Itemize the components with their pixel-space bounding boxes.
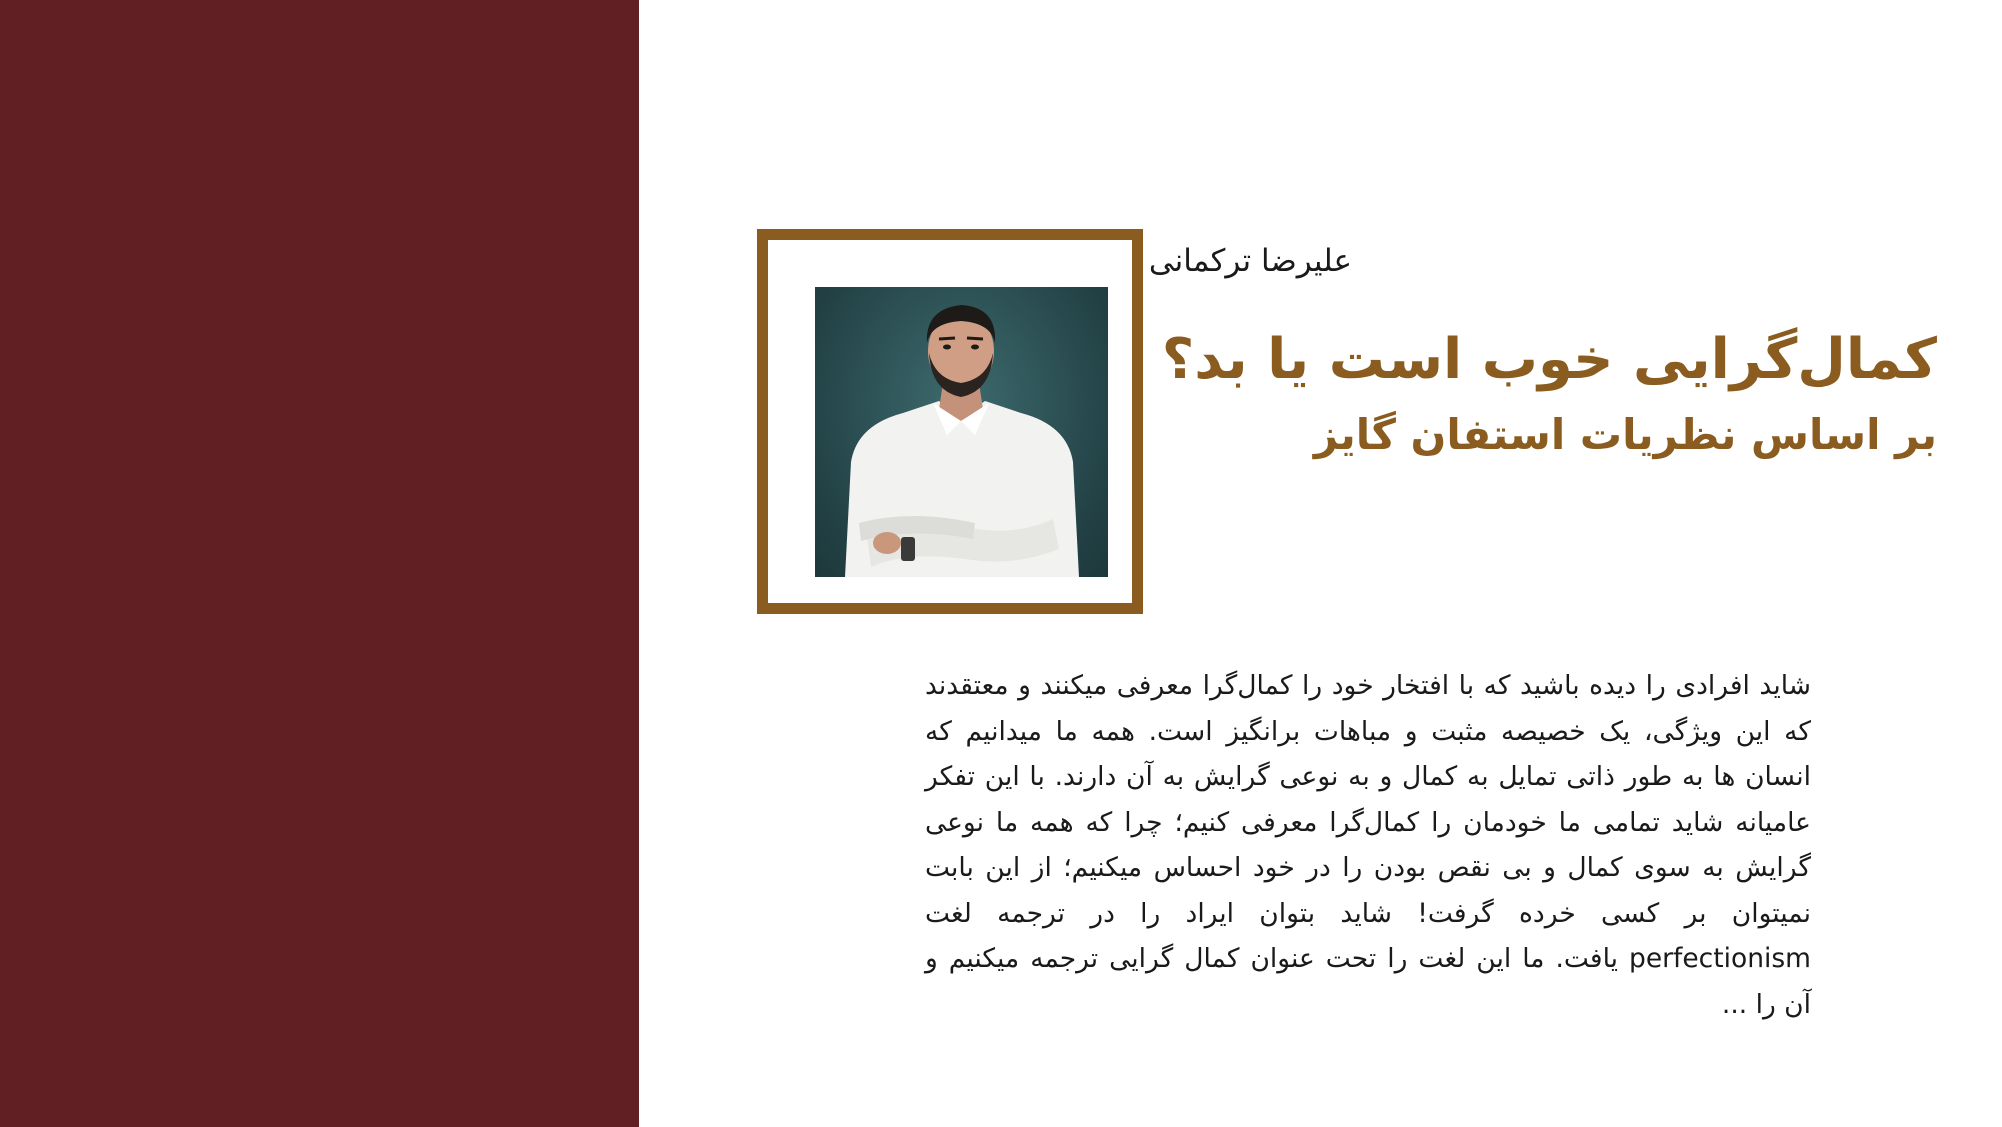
article-title: کمال‌گرایی خوب است یا بد؟ [1161,327,1937,392]
left-color-band [0,0,639,1127]
author-photo-frame [757,229,1143,614]
author-name: علیرضا ترکمانی [1148,243,1352,279]
author-photo [815,287,1108,577]
portrait-illustration [815,287,1108,577]
article-excerpt: شاید افرادی را دیده باشید که با افتخار خود را کمال‌گرا معرفی میکنند و معتقدند که این ویژگی، یک خصیصه مثبت و مباهات برانگیز است. همه ما میدانیم که انسان ها به طور ذاتی تمایل به کمال و به نوعی گرایش به آن دارند. با این تفکر عامیانه شاید تمامی ما خودمان را کمال‌گرا معرفی کنیم؛ چرا که همه ما نوعی گرایش به سوی کمال و بی نقص بودن را در خود احساس میکنیم؛ از این بابت نمیتوان بر کسی خرده گرفت! شاید بتوان ایراد را در ترجمه لغت perfectionism یافت. ما این لغت را تحت عنوان کمال گرایی ترجمه میکنیم و آن را ... [925,670,1811,1020]
article-subtitle: بر اساس نظریات استفان گایز [1313,410,1937,459]
